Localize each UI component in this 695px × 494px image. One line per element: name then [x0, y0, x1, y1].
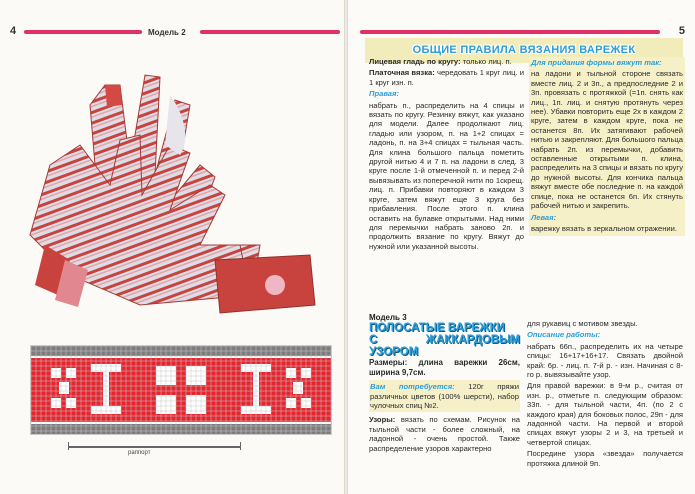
right-mitten-model3-text: Для правой варежки: в 9-м р., считая от изн. р., отметьте п. следующим образом: 33п. - для тыльной части, 4п. (по 2 с каждого края) для боковых полос, 29п - для ладонной части. На первой и второй спицах вяжут узоры 2 и 3, на третьей и четвертой спицах. — [527, 381, 683, 447]
star-intro: для рукавиц с мотивом звезды. — [527, 319, 638, 328]
sizes-text: Размеры: длина варежки 26см, ширина 9,7см. — [369, 358, 520, 377]
header-rule-left-2 — [200, 30, 340, 34]
right-mitten-heading: Правая: — [369, 89, 400, 99]
page-number-right: 5 — [678, 25, 685, 37]
materials-heading: Вам потребуется: — [370, 382, 455, 392]
main-title: ОБЩИЕ ПРАВИЛА ВЯЗАНИЯ ВАРЕЖЕК — [412, 44, 636, 56]
patterns-text: вязать по схемам. Рисунок на тыльной части - более сложный, на ладонной - очень простой. Также распределение узоров характерно — [369, 415, 520, 453]
shaping-heading: Для придания формы вяжут так: — [531, 58, 662, 67]
shaping-text: на ладони и тыльной стороне связать вместе лиц. 2 и 3п., а предпоследние 2 и 3п. провязать с протяжкой (=1п. снять как лиц., 1п. лиц. и снятую протянуть через нее). Убавки повторить еще 2х в каждом 2 круге, затем в каждом круге, пока не останется 8п. Их затягивают рабочей нитью и закрепляют. Для большого пальца набрать 2п. из перемычки, добавить оставленные открытыми п. клина, распределить на 3 спицы и вязать по кругу до нужной высоты. Для кончика пальца вяжут вместе обе последние п. на каждой спице, пока не останется 6п. Их стянуть рабочей нитью и закрепить. — [531, 69, 683, 211]
header-rule-left — [24, 30, 142, 34]
model-3-title-line1: ПОЛОСАТЫЕ ВАРЕЖКИ — [369, 322, 505, 335]
work-text: набрать 66п., распределить их на четыре спицы: 16+17+16+17. Связать двойной край: 6р. - лиц. п. 7-й р. - изн. Начиная с 8-го р. вывязывайте узор. — [527, 341, 683, 380]
gloves-photo — [10, 45, 345, 325]
page-number-left: 4 — [10, 25, 17, 37]
column-model-3-work — [527, 319, 683, 470]
stockinette-term: Лицевая гладь по кругу: — [369, 57, 461, 66]
model-3-title-line2: С ЖАККАРДОВЫМ УЗОРОМ — [369, 334, 520, 359]
jacquard-chart — [30, 345, 332, 435]
rapport-tick-right — [240, 442, 241, 450]
work-heading: Описание работы: — [527, 330, 601, 340]
left-mitten-heading: Левая: — [531, 212, 557, 222]
column-shaping — [529, 57, 685, 236]
header-rule-right — [360, 30, 660, 34]
front-glove — [30, 135, 315, 313]
rapport-bar — [68, 446, 240, 448]
materials-text: 120г пряжи различных цветов (100% шерсти), набор чулочных спиц №2. — [370, 382, 519, 411]
stockinette-text: только лиц. п. — [462, 57, 512, 66]
garter-text: чередовать 1 круг лиц. и 1 круг изн. п. — [369, 68, 524, 87]
garter-term: Платочная вязка: — [369, 68, 435, 78]
model-label: Модель 2 — [148, 28, 186, 37]
rapport-label: раппорт — [128, 450, 151, 456]
right-mitten-text: набрать п., распределить на 4 спицы и вязать по кругу. Резинку вяжут, как указано для модели. Далее продолжают лиц. гладью или узором, п. на 1+2 спицах = ладонь, п. на 3+4 спицах = тыльная часть. Для клина большого пальца пометить другой нитью 4 и 7 п. на ладони в след. 3 круге после 1-й отмеченной п. и перед 2-й вывязывать из поперечной нити по 1скрещ. лиц. п. Прибавки повторяют в каждом 3 круге, затем вяжут еще 3 круга без прибавления. После этого п. клина оставить на булавке открытыми. Над ними для перемычки набрать заново 2п. и продолжить вязание по кругу. Вяжут до нужной или указанной высоты. — [369, 100, 524, 251]
rapport-tick-left — [68, 442, 69, 450]
model-3-label: Модель 3 — [369, 313, 407, 322]
left-mitten-text: варежку вязать в зеркальном отражении. — [531, 223, 677, 233]
column-general-rules — [369, 57, 524, 253]
star-text: Посредине узора «звезда» получается протяжка длиной 9п. — [527, 449, 683, 468]
materials-box — [369, 380, 520, 412]
patterns-term: Узоры: — [369, 415, 396, 425]
column-model-3 — [369, 313, 520, 455]
